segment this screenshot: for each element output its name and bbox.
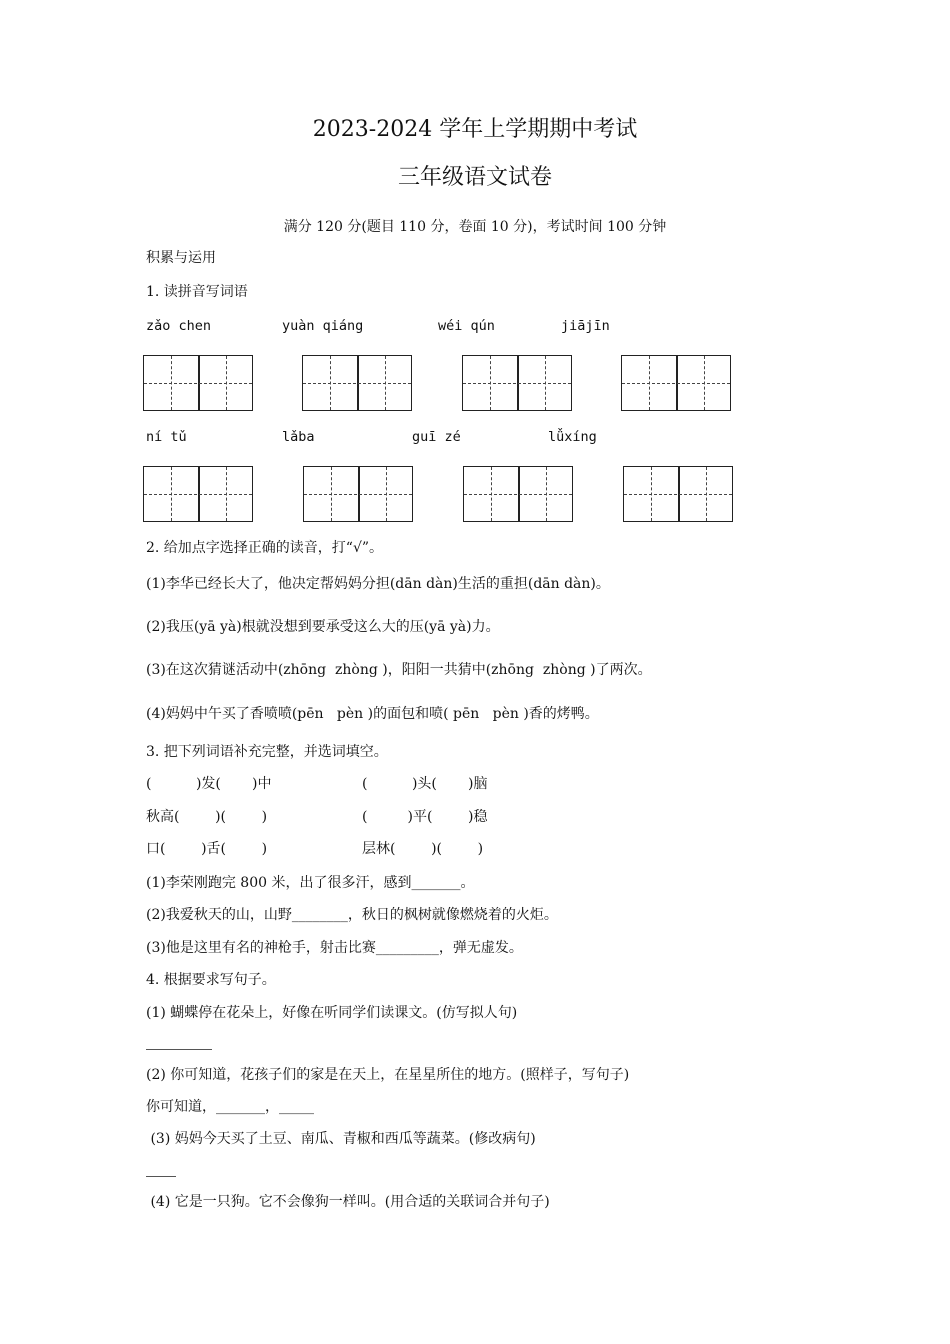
exam-subtitle: 三年级语文试卷 (397, 165, 552, 190)
q2-item: (1)李华已经长大了，他决定帮妈妈分担(dān dàn)生活的重担(dān dàn)。 (146, 576, 610, 592)
q2-title: 2. 给加点字选择正确的读音，打“√”。 (146, 540, 384, 556)
q4-sentence-2: (2) 你可知道，花孩子们的家是在天上，在星星所住的地方。(照样子，写句子) (146, 1067, 630, 1083)
exam-title: 2023-2024 学年上学期期中考试 (312, 117, 638, 142)
writing-grid[interactable] (143, 466, 253, 522)
writing-grid[interactable] (302, 355, 412, 411)
q3-word: ( )发( )中 (146, 776, 272, 792)
pinyin-1: zǎo chen (146, 318, 212, 334)
writing-grid[interactable] (623, 466, 733, 522)
answer-line[interactable] (146, 1176, 176, 1177)
q4-title: 4. 根据要求写句子。 (146, 972, 276, 988)
q4-sentence-3: (3) 妈妈今天买了土豆、南瓜、青椒和西瓜等蔬菜。(修改病句) (146, 1131, 536, 1147)
q3-word: ( )平( )稳 (362, 809, 488, 825)
q4-sentence-1: (1) 蝴蝶停在花朵上，好像在听同学们读课文。(仿写拟人句) (146, 1005, 518, 1021)
pinyin-7: guī zé (412, 429, 461, 445)
q2-item: (2)我压(yā yà)根就没想到要承受这么大的压(yā yà)力。 (146, 619, 500, 635)
pinyin-8: lǚxíng (548, 429, 597, 445)
pinyin-6: lǎba (282, 429, 315, 445)
q3-item: (2)我爱秋天的山，山野________，秋日的枫树就像燃烧着的火炬。 (146, 907, 558, 923)
q2-item: (4)妈妈中午买了香喷喷(pēn pèn )的面包和喷( pēn pèn )香的烤鸭。 (146, 706, 599, 722)
q3-word: 层林( )( ) (362, 841, 484, 857)
q3-word: 口( )舌( ) (146, 841, 268, 857)
pinyin-3: wéi qún (438, 318, 495, 334)
q3-item: (1)李荣刚跑完 800 米，出了很多汗，感到_______。 (146, 875, 475, 891)
writing-grid[interactable] (303, 466, 413, 522)
q3-item: (3)他是这里有名的神枪手，射击比赛_________，弹无虚发。 (146, 940, 523, 956)
writing-grid[interactable] (621, 355, 731, 411)
pinyin-2: yuàn qiáng (282, 318, 364, 334)
writing-grid[interactable] (143, 355, 253, 411)
q1-title: 1. 读拼音写词语 (146, 284, 248, 300)
answer-line[interactable] (146, 1049, 212, 1050)
section-title: 积累与运用 (146, 250, 216, 266)
pinyin-4: jiājīn (561, 318, 610, 334)
q4-sentence-4: (4) 它是一只狗。它不会像狗一样叫。(用合适的关联词合并句子) (146, 1194, 550, 1210)
writing-grid[interactable] (463, 466, 573, 522)
q4-sentence-2-answer: 你可知道，_______，_____ (146, 1099, 314, 1115)
q3-word: ( )头( )脑 (362, 776, 488, 792)
exam-info: 满分 120 分(题目 110 分，卷面 10 分)，考试时间 100 分钟 (283, 219, 667, 235)
q3-word: 秋高( )( ) (146, 809, 268, 825)
q3-title: 3. 把下列词语补充完整，并选词填空。 (146, 744, 388, 760)
q2-item: (3)在这次猜谜活动中(zhōng zhòng )，阳阳一共猜中(zhōng zhòng )了两次。 (146, 662, 652, 678)
pinyin-5: ní tǔ (146, 429, 187, 445)
writing-grid[interactable] (462, 355, 572, 411)
